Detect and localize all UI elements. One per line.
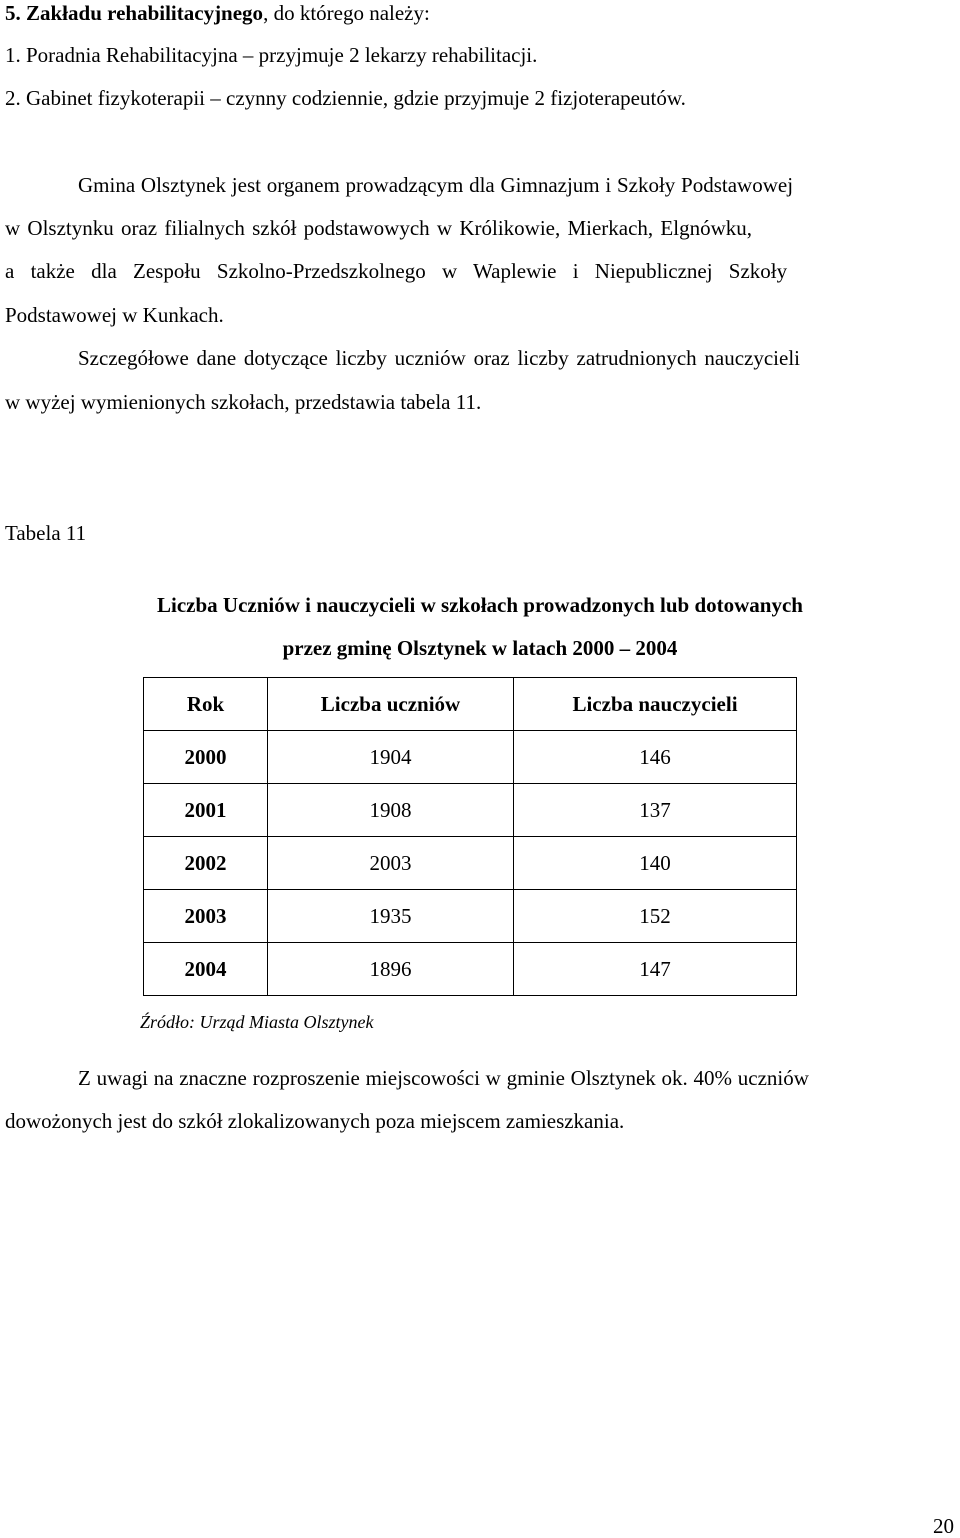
sub-item-2: 2. Gabinet fizykoterapii – czynny codziennie, gdzie przyjmuje 2 fizjoterapeutów.: [5, 86, 686, 110]
table-row: [144, 943, 797, 996]
header-year: Rok: [144, 678, 268, 731]
table-row: [144, 890, 797, 943]
cell-year: 2000: [144, 731, 268, 784]
table-source: Źródło: Urząd Miasta Olsztynek: [140, 1012, 374, 1032]
list-item-5-heading: 5. Zakładu rehabilitacyjnego: [5, 1, 264, 25]
paragraph-1-line-2: w Olsztynku oraz filialnych szkół podstawowych w Królikowie, Mierkach, Elgnówku,: [5, 216, 753, 240]
cell-teachers: 137: [514, 784, 797, 837]
paragraph-1-line-1: Gmina Olsztynek jest organem prowadzącym dla Gimnazjum i Szkoły Podstawowej: [78, 173, 794, 197]
paragraph-1-line-4: Podstawowej w Kunkach.: [5, 303, 224, 327]
cell-year: 2004: [144, 943, 268, 996]
cell-year: 2002: [144, 837, 268, 890]
cell-students: 2003: [268, 837, 514, 890]
cell-year: 2001: [144, 784, 268, 837]
page-number: 20: [933, 1514, 954, 1538]
list-item-5-text: , do którego należy:: [263, 1, 430, 25]
table-title-line-2: przez gminę Olsztynek w latach 2000 – 2004: [282, 636, 678, 660]
cell-students: 1904: [268, 731, 514, 784]
table-row: [144, 784, 797, 837]
cell-students: 1896: [268, 943, 514, 996]
paragraph-2-line-1: Szczegółowe dane dotyczące liczby uczniów oraz liczby zatrudnionych nauczycieli: [78, 346, 800, 370]
table-row: [144, 731, 797, 784]
cell-students: 1935: [268, 890, 514, 943]
paragraph-3-line-2: dowożonych jest do szkół zlokalizowanych poza miejscem zamieszkania.: [5, 1109, 625, 1133]
table-title-line-1: Liczba Uczniów i nauczycieli w szkołach prowadzonych lub dotowanych: [157, 593, 803, 617]
cell-teachers: 152: [514, 890, 797, 943]
cell-year: 2003: [144, 890, 268, 943]
header-students: Liczba uczniów: [268, 678, 514, 731]
paragraph-2-line-2: w wyżej wymienionych szkołach, przedstawia tabela 11.: [5, 390, 482, 414]
table-header-row: [144, 678, 797, 731]
cell-teachers: 147: [514, 943, 797, 996]
cell-students: 1908: [268, 784, 514, 837]
paragraph-1-line-3: a także dla Zespołu Szkolno-Przedszkolnego w Waplewie i Niepublicznej Szkoły: [5, 259, 788, 283]
table-label: Tabela 11: [5, 521, 87, 545]
header-teachers: Liczba nauczycieli: [514, 678, 797, 731]
paragraph-3-line-1: Z uwagi na znaczne rozproszenie miejscowości w gminie Olsztynek ok. 40% uczniów: [78, 1066, 809, 1090]
cell-teachers: 146: [514, 731, 797, 784]
sub-item-1: 1. Poradnia Rehabilitacyjna – przyjmuje 2 lekarzy rehabilitacji.: [5, 43, 538, 67]
students-teachers-table: [143, 677, 797, 996]
table-row: [144, 837, 797, 890]
list-item-5: [5, 0, 430, 26]
cell-teachers: 140: [514, 837, 797, 890]
